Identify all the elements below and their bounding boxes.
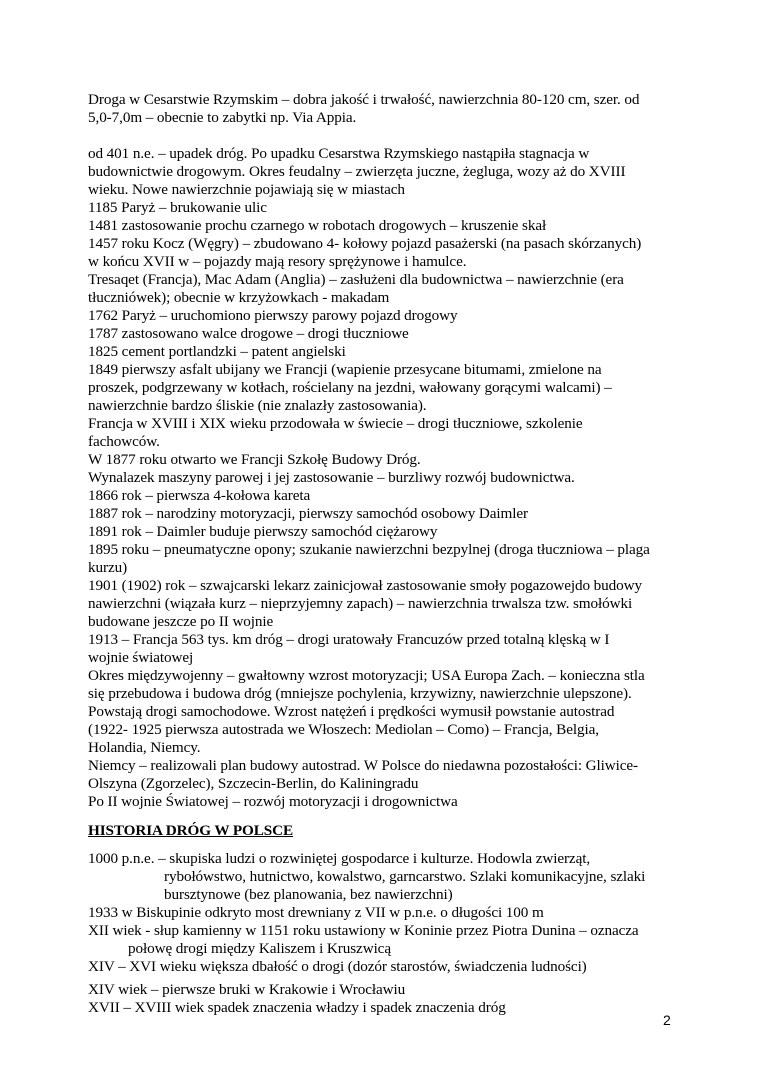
text-line: 1762 Paryż – uruchomiono pierwszy parowy pojazd drogowy — [88, 307, 458, 324]
text-line: nawierzchni (wiązała kurz – nieprzyjemny zapach) – nawierzchnia trwalsza tzw. smołówki — [88, 595, 633, 612]
text-line: wojnie światowej — [88, 649, 194, 666]
text-line: XIV wiek – pierwsze bruki w Krakowie i Wrocławiu — [88, 981, 406, 998]
text-paragraph — [88, 999, 680, 1017]
text-paragraph — [88, 451, 680, 469]
text-line: się przebudowa i budowa dróg (mniejsze pochylenia, krzywizny, nawierzchnie ulepszone). — [88, 685, 632, 702]
text-paragraph — [88, 523, 680, 541]
text-line: połowę drogi między Kaliszem i Kruszwicą — [128, 940, 391, 957]
text-paragraph — [88, 91, 680, 127]
text-line: XIV – XVI wieku większa dbałość o drogi (dozór starostów, świadczenia ludności) — [88, 958, 587, 975]
text-line: 1901 (1902) rok – szwajcarski lekarz zainicjował zastosowanie smoły pogazowejdo budowy — [88, 577, 643, 594]
text-line: XII wiek - słup kamienny w 1151 roku ustawiony w Koninie przez Piotra Dunina – oznacza — [88, 922, 639, 939]
text-line: 1457 roku Kocz (Węgry) – zbudowano 4- kołowy pojazd pasażerski (na pasach skórzanych) — [88, 235, 642, 252]
text-paragraph — [88, 235, 680, 271]
text-line: 1891 rok – Daimler buduje pierwszy samochód ciężarowy — [88, 523, 438, 540]
text-paragraph — [88, 343, 680, 361]
text-line: XVII – XVIII wiek spadek znaczenia władzy i spadek znaczenia dróg — [88, 999, 506, 1016]
text-paragraph — [88, 981, 680, 999]
text-paragraph — [88, 505, 680, 523]
text-paragraph — [88, 487, 680, 505]
text-line: 1895 roku – pneumatyczne opony; szukanie nawierzchni bezpylnej (droga tłuczniowa – plaga — [88, 541, 650, 558]
text-line: Po II wojnie Światowej – rozwój motoryzacji i drogownictwa — [88, 793, 458, 810]
page-number: 2 — [663, 1012, 671, 1028]
text-paragraph — [88, 469, 680, 487]
text-paragraph — [88, 541, 680, 577]
text-line: Francja w XVIII i XIX wieku przodowała w świecie – drogi tłuczniowe, szkolenie — [88, 415, 583, 432]
text-paragraph — [88, 904, 680, 922]
text-line: w końcu XVII w – pojazdy mają resory sprężynowe i hamulce. — [88, 253, 467, 270]
text-line: (1922- 1925 pierwsza autostrada we Włoszech: Mediolan – Como) – Francja, Belgia, — [88, 721, 599, 738]
section-heading: HISTORIA DRÓG W POLSCE — [88, 822, 294, 839]
text-paragraph — [88, 361, 680, 415]
text-line: rybołówstwo, hutnictwo, kowalstwo, garncarstwo. Szlaki komunikacyjne, szlaki — [164, 868, 646, 885]
text-line: budowane jeszcze po II wojnie — [88, 613, 274, 630]
text-paragraph — [88, 958, 680, 976]
paragraph-spacer — [88, 127, 680, 145]
text-paragraph — [88, 631, 680, 667]
text-line: 1849 pierwszy asfalt ubijany we Francji (wapienie przesycane bitumami, zmielone na — [88, 361, 602, 378]
text-line: Tresaqet (Francja), Mac Adam (Anglia) – zasłużeni dla budownictwa – nawierzchnie (era — [88, 271, 624, 288]
text-line: Niemcy – realizowali plan budowy autostrad. W Polsce do niedawna pozostałości: Gliwice- — [88, 757, 638, 774]
text-line: budownictwie drogowym. Okres feudalny – zwierzęta juczne, żegluga, wozy aż do XVIII — [88, 163, 626, 180]
text-line: Powstają drogi samochodowe. Wzrost natężeń i prędkości wymusił powstanie autostrad — [88, 703, 615, 720]
text-line: W 1877 roku otwarto we Francji Szkołę Budowy Dróg. — [88, 451, 421, 468]
text-paragraph — [88, 793, 680, 811]
text-line: 1787 zastosowano walce drogowe – drogi tłuczniowe — [88, 325, 409, 342]
text-line: 1866 rok – pierwsza 4-kołowa kareta — [88, 487, 311, 504]
text-paragraph — [88, 307, 680, 325]
text-paragraph — [88, 415, 680, 451]
text-line: 1933 w Biskupinie odkryto most drewniany z VII w p.n.e. o długości 100 m — [88, 904, 544, 921]
text-line: fachowców. — [88, 433, 160, 450]
text-line: nawierzchnie bardzo śliskie (nie znalazły zastosowania). — [88, 397, 427, 414]
text-paragraph — [88, 145, 680, 199]
text-line: Okres międzywojenny – gwałtowny wzrost motoryzacji; USA Europa Zach. – konieczna stla — [88, 667, 645, 684]
text-line: Holandia, Niemcy. — [88, 739, 201, 756]
text-paragraph — [88, 703, 680, 757]
text-paragraph — [88, 757, 680, 793]
text-line: proszek, podgrzewany w kotłach, rościelany na jezdni, wałowany gorącymi walcami) – — [88, 379, 612, 396]
text-paragraph — [88, 217, 680, 235]
text-line: 1000 p.n.e. – skupiska ludzi o rozwiniętej gospodarce i kulturze. Hodowla zwierząt, — [88, 850, 591, 867]
text-line: Olszyna (Zgorzelec), Szczecin-Berlin, do Kaliningradu — [88, 775, 419, 792]
text-line: 1887 rok – narodziny motoryzacji, pierwszy samochód osobowy Daimler — [88, 505, 528, 522]
text-line: Droga w Cesarstwie Rzymskim – dobra jakość i trwałość, nawierzchnia 80-120 cm, szer. od — [88, 91, 640, 108]
text-paragraph — [88, 850, 680, 904]
text-paragraph — [88, 667, 680, 703]
text-line: tłuczniówek); obecnie w krzyżowkach - makadam — [88, 289, 390, 306]
text-line: wieku. Nowe nawierzchnie pojawiają się w miastach — [88, 181, 405, 198]
text-paragraph — [88, 199, 680, 217]
text-paragraph — [88, 325, 680, 343]
text-line: 1913 – Francja 563 tys. km dróg – drogi uratowały Francuzów przed totalną klęską w I — [88, 631, 610, 648]
text-line: Wynalazek maszyny parowej i jej zastosowanie – burzliwy rozwój budownictwa. — [88, 469, 575, 486]
text-paragraph — [88, 922, 680, 958]
text-line: bursztynowe (bez planowania, bez nawierzchni) — [164, 886, 453, 903]
text-line: 1185 Paryż – brukowanie ulic — [88, 199, 267, 216]
text-paragraph — [88, 577, 680, 631]
text-line: 5,0-7,0m – obecnie to zabytki np. Via Appia. — [88, 109, 357, 126]
text-line: 1481 zastosowanie prochu czarnego w robotach drogowych – kruszenie skał — [88, 217, 547, 234]
text-paragraph — [88, 271, 680, 307]
text-line: od 401 n.e. – upadek dróg. Po upadku Cesarstwa Rzymskiego nastąpiła stagnacja w — [88, 145, 590, 162]
text-line: kurzu) — [88, 559, 128, 576]
document-body — [88, 91, 680, 1017]
text-line: 1825 cement portlandzki – patent angielski — [88, 343, 346, 360]
